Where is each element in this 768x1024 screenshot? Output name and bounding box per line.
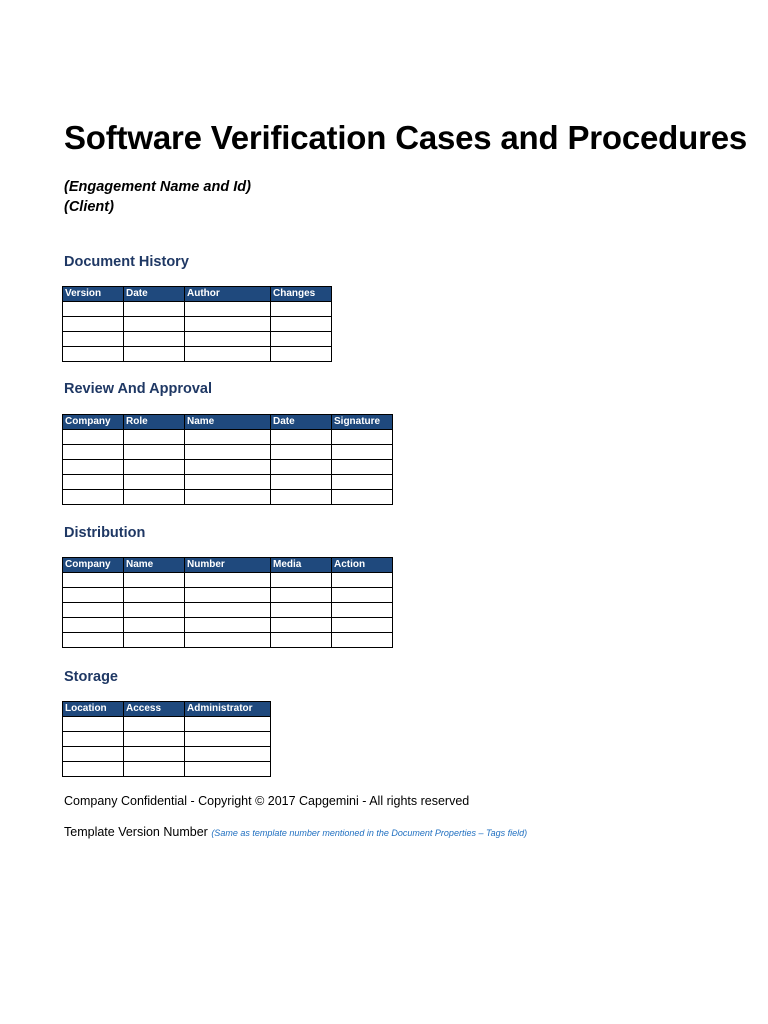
template-version-line [64,824,527,841]
table-header-row [63,702,271,717]
table-cell[interactable] [185,430,271,445]
distribution-heading: Distribution [64,525,146,541]
column-header-administrator: Administrator [185,702,271,717]
table-cell[interactable] [124,732,185,747]
document-history-heading: Document History [64,254,189,270]
table-cell[interactable] [185,332,271,347]
column-header-date: Date [124,287,185,302]
column-header-company: Company [63,415,124,430]
table-cell[interactable] [332,588,393,603]
table-cell[interactable] [124,573,185,588]
table-cell[interactable] [332,445,393,460]
review-approval-table [62,414,393,505]
table-cell[interactable] [185,445,271,460]
document-history-table [62,286,332,362]
table-cell[interactable] [63,347,124,362]
table-row [63,460,393,475]
table-cell[interactable] [63,618,124,633]
table-row [63,633,393,648]
table-cell[interactable] [124,430,185,445]
table-cell[interactable] [271,475,332,490]
column-header-access: Access [124,702,185,717]
table-cell[interactable] [63,430,124,445]
table-cell[interactable] [124,302,185,317]
table-cell[interactable] [63,633,124,648]
table-cell[interactable] [185,460,271,475]
table-cell[interactable] [332,475,393,490]
table-cell[interactable] [63,732,124,747]
table-row [63,762,271,777]
table-row [63,603,393,618]
column-header-signature: Signature [332,415,393,430]
table-cell[interactable] [185,633,271,648]
table-row [63,732,271,747]
table-row [63,332,332,347]
table-cell[interactable] [185,732,271,747]
storage-heading: Storage [64,669,118,685]
table-cell[interactable] [185,618,271,633]
table-cell[interactable] [332,633,393,648]
table-row [63,588,393,603]
table-cell[interactable] [271,588,332,603]
document-title: Software Verification Cases and Procedures [64,119,748,156]
column-header-changes: Changes [271,287,332,302]
distribution-table [62,557,393,648]
table-cell[interactable] [124,445,185,460]
table-cell[interactable] [185,603,271,618]
template-version-note: (Same as template number mentioned in the Document Properties – Tags field) [211,828,528,838]
table-row [63,573,393,588]
table-cell[interactable] [271,445,332,460]
column-header-company: Company [63,558,124,573]
column-header-action: Action [332,558,393,573]
storage-table [62,701,271,777]
column-header-media: Media [271,558,332,573]
table-cell[interactable] [185,317,271,332]
review-approval-heading: Review And Approval [64,381,212,397]
table-header-row [63,415,393,430]
table-cell[interactable] [124,633,185,648]
table-cell[interactable] [124,460,185,475]
table-cell[interactable] [124,475,185,490]
table-cell[interactable] [63,747,124,762]
column-header-author: Author [185,287,271,302]
table-cell[interactable] [124,717,185,732]
table-cell[interactable] [63,460,124,475]
table-cell[interactable] [271,332,332,347]
table-cell[interactable] [185,475,271,490]
table-cell[interactable] [271,317,332,332]
table-row [63,302,332,317]
column-header-name: Name [124,558,185,573]
template-version-label: Template Version Number [64,825,208,839]
table-row [63,717,271,732]
table-cell[interactable] [124,588,185,603]
table-cell[interactable] [124,347,185,362]
table-cell[interactable] [63,717,124,732]
column-header-location: Location [63,702,124,717]
table-cell[interactable] [271,460,332,475]
table-cell[interactable] [63,490,124,505]
table-header-row [63,287,332,302]
confidential-notice: Company Confidential - Copyright © 2017 Capgemini - All rights reserved [64,794,470,808]
table-header-row [63,558,393,573]
engagement-placeholder: (Engagement Name and Id) [64,179,251,195]
table-cell[interactable] [185,747,271,762]
table-row [63,475,393,490]
table-cell[interactable] [124,332,185,347]
table-cell[interactable] [63,603,124,618]
table-cell[interactable] [185,588,271,603]
table-cell[interactable] [332,430,393,445]
table-cell[interactable] [124,603,185,618]
table-cell[interactable] [271,573,332,588]
title-container [64,116,748,160]
table-cell[interactable] [185,302,271,317]
table-row [63,747,271,762]
table-cell[interactable] [271,430,332,445]
table-row [63,618,393,633]
table-row [63,490,393,505]
table-cell[interactable] [271,347,332,362]
column-header-date: Date [271,415,332,430]
table-cell[interactable] [124,747,185,762]
column-header-version: Version [63,287,124,302]
table-cell[interactable] [124,762,185,777]
table-cell[interactable] [185,347,271,362]
table-cell[interactable] [185,573,271,588]
table-cell[interactable] [63,317,124,332]
table-cell[interactable] [271,618,332,633]
table-cell[interactable] [63,762,124,777]
table-cell[interactable] [332,460,393,475]
table-cell[interactable] [185,717,271,732]
table-cell[interactable] [332,618,393,633]
client-placeholder: (Client) [64,199,114,215]
table-row [63,347,332,362]
table-cell[interactable] [63,475,124,490]
column-header-name: Name [185,415,271,430]
table-cell[interactable] [332,603,393,618]
table-row [63,317,332,332]
table-cell[interactable] [63,573,124,588]
table-cell[interactable] [63,302,124,317]
column-header-role: Role [124,415,185,430]
column-header-number: Number [185,558,271,573]
table-cell[interactable] [63,588,124,603]
table-cell[interactable] [271,633,332,648]
table-cell[interactable] [124,490,185,505]
table-cell[interactable] [332,573,393,588]
table-row [63,430,393,445]
table-row [63,445,393,460]
table-cell[interactable] [271,490,332,505]
table-cell[interactable] [185,762,271,777]
table-cell[interactable] [63,332,124,347]
table-cell[interactable] [332,490,393,505]
table-cell[interactable] [124,317,185,332]
table-cell[interactable] [271,603,332,618]
table-cell[interactable] [271,302,332,317]
table-cell[interactable] [124,618,185,633]
table-cell[interactable] [185,490,271,505]
table-cell[interactable] [63,445,124,460]
